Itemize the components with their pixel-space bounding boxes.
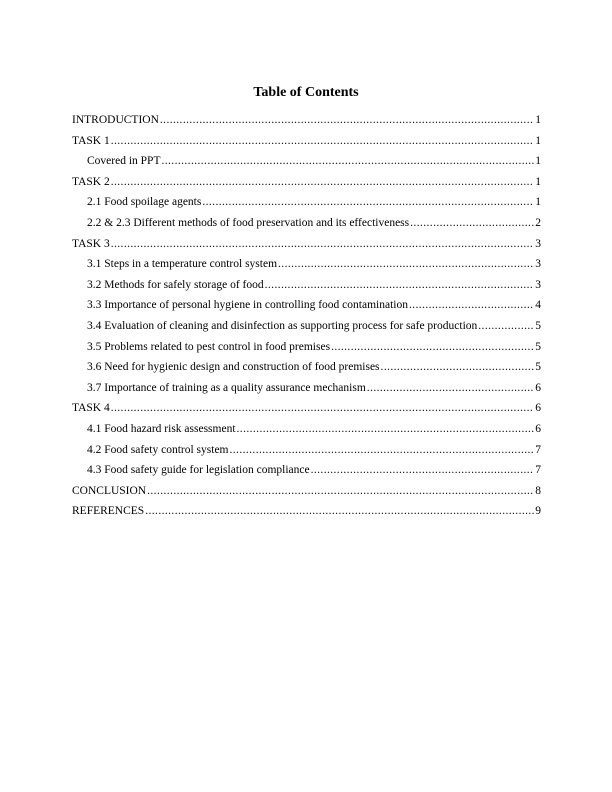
toc-dot-leader <box>265 277 535 293</box>
toc-entry-page: 1 <box>535 114 541 126</box>
toc-entry-label: 3.1 Steps in a temperature control system <box>87 258 278 271</box>
toc-entry-label: TASK 2 <box>72 175 110 188</box>
toc-entry-3-5[interactable] <box>72 339 541 360</box>
toc-entry-page: 3 <box>535 237 541 250</box>
toc-entry-4-3[interactable] <box>72 462 541 483</box>
toc-dot-leader <box>478 318 534 334</box>
toc-entry-covered-in-ppt[interactable] <box>72 153 541 174</box>
toc-entry-2-2-2-3[interactable] <box>72 215 541 236</box>
toc-entry-4-2[interactable] <box>72 442 541 463</box>
toc-entry-label: TASK 4 <box>72 402 110 415</box>
toc-list <box>72 112 541 524</box>
toc-entry-task-2[interactable] <box>72 174 541 195</box>
toc-entry-page: 7 <box>535 464 541 477</box>
toc-entry-label: 4.3 Food safety guide for legislation compliance <box>87 464 310 477</box>
toc-entry-page: 7 <box>535 443 541 456</box>
toc-entry-label: TASK 1 <box>72 134 110 147</box>
toc-entry-page: 1 <box>535 196 541 209</box>
page-title: Table of Contents <box>253 85 359 100</box>
toc-entry-page: 6 <box>535 402 541 415</box>
toc-entry-label: 3.3 Importance of personal hygiene in controlling food contamination <box>87 299 408 312</box>
toc-entry-label: 2.1 Food spoilage agents <box>87 196 202 209</box>
toc-entry-page: 5 <box>535 319 541 332</box>
toc-entry-label: REFERENCES <box>72 505 145 518</box>
toc-dot-leader <box>145 503 534 519</box>
toc-entry-3-6[interactable] <box>72 359 541 380</box>
toc-entry-page: 8 <box>535 484 541 497</box>
toc-dot-leader <box>409 297 534 313</box>
toc-entry-3-3[interactable] <box>72 297 541 318</box>
toc-dot-leader <box>111 174 535 190</box>
toc-entry-label: Covered in PPT <box>87 155 161 168</box>
toc-entry-page: 9 <box>535 505 541 518</box>
toc-entry-label: 3.4 Evaluation of cleaning and disinfection as supporting process for safe production <box>87 319 478 332</box>
toc-dot-leader <box>160 112 534 128</box>
toc-entry-task-1[interactable] <box>72 133 541 154</box>
toc-entry-label: 4.1 Food hazard risk assessment <box>87 422 236 435</box>
toc-entry-label: 3.2 Methods for safely storage of food <box>87 278 264 291</box>
toc-entry-page: 6 <box>535 422 541 435</box>
toc-dot-leader <box>111 236 535 252</box>
toc-dot-leader <box>230 442 535 458</box>
toc-entry-introduction[interactable] <box>72 112 541 133</box>
toc-entry-page: 5 <box>535 340 541 353</box>
toc-dot-leader <box>111 400 535 416</box>
toc-entry-4-1[interactable] <box>72 421 541 442</box>
toc-entry-label: 4.2 Food safety control system <box>87 443 229 456</box>
toc-entry-3-4[interactable] <box>72 318 541 339</box>
toc-dot-leader <box>410 215 534 231</box>
toc-entry-conclusion[interactable] <box>72 483 541 504</box>
toc-entry-references[interactable] <box>72 503 541 524</box>
toc-entry-2-1[interactable] <box>72 194 541 215</box>
toc-entry-page: 1 <box>535 175 541 188</box>
toc-dot-leader <box>202 194 534 210</box>
toc-entry-page: 3 <box>535 258 541 271</box>
toc-dot-leader <box>278 256 534 272</box>
toc-dot-leader <box>237 421 535 437</box>
toc-entry-page: 1 <box>535 134 541 147</box>
toc-entry-label: CONCLUSION <box>72 484 147 497</box>
toc-entry-label: INTRODUCTION <box>72 114 159 126</box>
toc-entry-3-7[interactable] <box>72 380 541 401</box>
toc-entry-label: 3.7 Importance of training as a quality assurance mechanism <box>87 381 366 394</box>
toc-entry-label: TASK 3 <box>72 237 110 250</box>
toc-dot-leader <box>331 339 534 355</box>
toc-dot-leader <box>381 359 535 375</box>
toc-entry-label: 3.6 Need for hygienic design and construction of food premises <box>87 361 380 374</box>
toc-entry-page: 4 <box>535 299 541 312</box>
toc-entry-label: 3.5 Problems related to pest control in food premises <box>87 340 331 353</box>
toc-entry-page: 2 <box>535 216 541 229</box>
toc-entry-page: 5 <box>535 361 541 374</box>
toc-entry-3-2[interactable] <box>72 277 541 298</box>
toc-entry-task-3[interactable] <box>72 236 541 257</box>
toc-dot-leader <box>161 153 534 169</box>
toc-dot-leader <box>311 462 535 478</box>
toc-entry-page: 6 <box>535 381 541 394</box>
toc-entry-task-4[interactable] <box>72 400 541 421</box>
toc-entry-page: 3 <box>535 278 541 291</box>
toc-entry-3-1[interactable] <box>72 256 541 277</box>
toc-entry-label: 2.2 & 2.3 Different methods of food preservation and its effectiveness <box>87 216 410 229</box>
toc-entry-page: 1 <box>535 155 541 168</box>
toc-dot-leader <box>367 380 534 396</box>
toc-dot-leader <box>147 483 534 499</box>
toc-dot-leader <box>111 133 535 149</box>
